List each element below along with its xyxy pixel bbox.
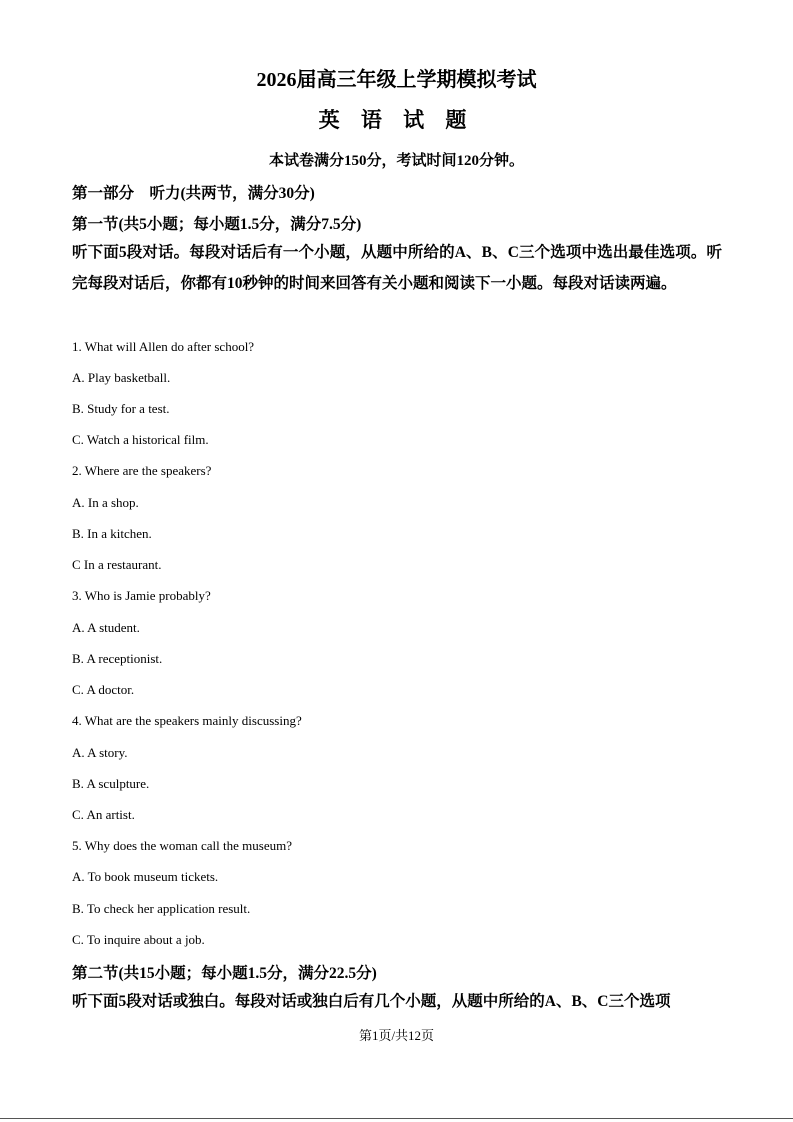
question-3-option-c: C. A doctor. — [72, 682, 135, 697]
subject-title: 英 语 试 题 — [318, 108, 475, 132]
question-4-option-a: A. A story. — [72, 745, 128, 760]
question-1-option-c: C. Watch a historical film. — [72, 432, 209, 447]
page-number: 第1页/共12页 — [358, 1028, 435, 1043]
question-5-option-b: B. To check her application result. — [72, 901, 251, 916]
exam-note: 本试卷满分150分，考试时间120分钟。 — [268, 153, 524, 169]
question-3-option-a: A. A student. — [72, 620, 140, 635]
question-2-stem: 2. Where are the speakers? — [72, 463, 212, 478]
question-3-option-b: B. A receptionist. — [72, 651, 163, 666]
section2-heading: 第二节(共15小题；每小题1.5分，满分22.5分) — [72, 965, 377, 982]
question-1-option-b: B. Study for a test. — [72, 401, 170, 416]
question-2-option-c: C In a restaurant. — [72, 557, 162, 572]
question-2-option-b: B. In a kitchen. — [72, 526, 152, 541]
question-4-option-b: B. A sculpture. — [72, 776, 150, 791]
question-1-option-a: A. Play basketball. — [72, 370, 171, 385]
section1-heading: 第一节(共5小题；每小题1.5分，满分7.5分) — [72, 216, 362, 233]
question-5-stem: 5. Why does the woman call the museum? — [72, 838, 292, 853]
question-5-option-c: C. To inquire about a job. — [72, 932, 205, 947]
question-5-option-a: A. To book museum tickets. — [72, 869, 219, 884]
question-3-stem: 3. Who is Jamie probably? — [72, 588, 211, 603]
section2-instructions: 听下面5段对话或独白。每段对话或独白后有几个小题，从题中所给的A、B、C三个选项 — [72, 993, 671, 1010]
part1-heading: 第一部分 听力(共两节，满分30分) — [72, 185, 315, 202]
section1-instructions: 听下面5段对话。每段对话后有一个小题，从题中所给的A、B、C三个选项中选出最佳选项。听完每段对话后，你都有10秒钟的时间来回答有关小题和阅读下一小题。每段对话读两遍。 — [72, 244, 722, 292]
question-4-stem: 4. What are the speakers mainly discussing? — [72, 713, 302, 728]
exam-title: 2026届高三年级上学期模拟考试 — [256, 69, 537, 91]
question-1-stem: 1. What will Allen do after school? — [72, 339, 255, 354]
question-2-option-a: A. In a shop. — [72, 495, 139, 510]
question-4-option-c: C. An artist. — [72, 807, 135, 822]
page-bottom-divider — [0, 1118, 793, 1119]
